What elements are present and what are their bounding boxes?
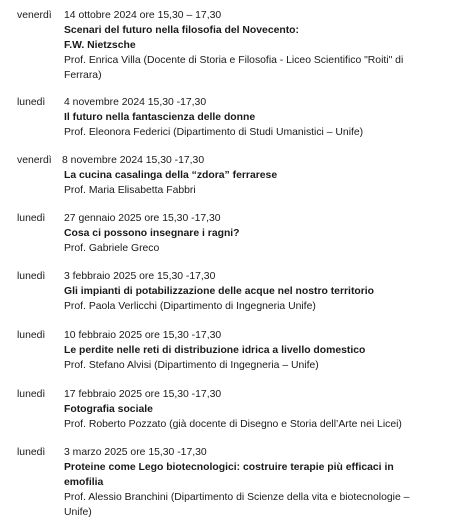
event-content (62, 153, 444, 198)
event-title: Fotografia sociale (64, 404, 153, 415)
event-content (64, 328, 446, 373)
event-content (64, 211, 446, 256)
event-title: Cosa ci possono insegnare i ragni? (64, 228, 240, 239)
event-content (64, 95, 446, 140)
event-day: lunedì (17, 330, 46, 341)
event-speaker: Prof. Alessio Branchini (Dipartimento di Scienze della vita e biotecnologie – (64, 492, 410, 503)
event-day: lunedì (17, 389, 46, 400)
event-content (64, 445, 446, 520)
event-speaker: Prof. Eleonora Federici (Dipartimento di Studi Umanistici – Unife) (64, 127, 364, 138)
event-title: F.W. Nietzsche (64, 40, 136, 51)
event-day: lunedì (17, 97, 46, 108)
event-title: emofilia (64, 477, 104, 488)
event-speaker: Ferrara) (64, 70, 102, 81)
event-speaker: Unife) (64, 507, 92, 518)
event-title: Scenari del futuro nella filosofia del Novecento: (64, 25, 299, 36)
event-title: Il futuro nella fantascienza delle donne (64, 112, 256, 123)
event-title: Gli impianti di potabilizzazione delle acque nel nostro territorio (64, 286, 375, 297)
event-speaker: Prof. Gabriele Greco (64, 243, 160, 254)
event-day: venerdì (17, 155, 52, 166)
event-date-time: 27 gennaio 2025 ore 15,30 -17,30 (64, 213, 221, 224)
event-day: lunedì (17, 213, 46, 224)
event-title: La cucina casalinga della “zdora” ferrarese (64, 170, 278, 181)
event-date-time: 10 febbraio 2025 ore 15,30 -17,30 (64, 330, 222, 341)
event-speaker: Prof. Paola Verlicchi (Dipartimento di Ingegneria Unife) (64, 301, 316, 312)
event-day: lunedì (17, 271, 46, 282)
event-date-time: 14 ottobre 2024 ore 15,30 – 17,30 (64, 10, 222, 21)
event-day: lunedì (17, 447, 46, 458)
event-date-time: 4 novembre 2024 15,30 -17,30 (64, 97, 207, 108)
event-title: Le perdite nelle reti di distribuzione idrica a livello domestico (64, 345, 366, 356)
event-speaker: Prof. Enrica Villa (Docente di Storia e Filosofia - Liceo Scientifico "Roiti" di (64, 55, 404, 66)
event-content (64, 269, 446, 314)
event-date-time: 8 novembre 2024 15,30 -17,30 (62, 155, 205, 166)
event-speaker: Prof. Stefano Alvisi (Dipartimento di Ingegneria – Unife) (64, 360, 319, 371)
event-speaker: Prof. Maria Elisabetta Fabbri (64, 185, 196, 196)
event-date-time: 3 marzo 2025 ore 15,30 -17,30 (64, 447, 207, 458)
event-date-time: 17 febbraio 2025 ore 15,30 -17,30 (64, 389, 222, 400)
event-content (64, 8, 446, 83)
event-speaker: Prof. Roberto Pozzato (già docente di Disegno e Storia dell’Arte nei Licei) (64, 419, 402, 430)
event-title: Proteine come Lego biotecnologici: costruire terapie più efficaci in (64, 462, 394, 473)
event-date-time: 3 febbraio 2025 ore 15,30 -17,30 (64, 271, 216, 282)
event-day: venerdì (17, 10, 52, 21)
event-content (64, 387, 446, 432)
